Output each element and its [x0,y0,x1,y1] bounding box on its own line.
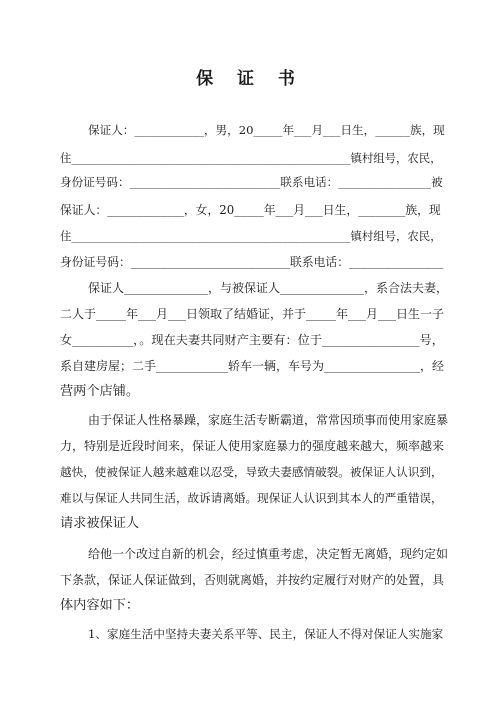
text-line: 二人于_____年___月___日领取了结婚证，并于_____年___月___日生一子 [60,307,445,321]
text-line: 1、家庭生活中坚持夫妻关系平等、民主，保证人不得对保证人实施家 [88,627,444,641]
text-line: 保证人：____________，男，20_____年___月___日生，______族，现 [88,123,445,137]
text-line: 系自建房屋；二手____________轿车一辆，车号为________________，经 [60,359,445,373]
text-line: 住_________________________________________________镇村组号，农民， [60,151,442,165]
text-line: 越快，使被保证人越来越难以忍受，导致夫妻感情破裂。被保证人认识到， [60,465,443,479]
text-line: 由于保证人性格暴躁，家庭生活专断霸道，常常因琐事而使用家庭暴 [88,413,449,427]
text-line: 身份证号码：__________________________联系电话：________________被 [60,175,443,189]
text-line: 下条款，保证人保证做到，否则就离婚，并按约定履行对财产的处置，具 [60,573,445,587]
text-line: 营两个店铺。 [60,384,140,399]
text-line: 体内容如下： [60,598,140,613]
text-line: 力，特别是近段时间来，保证人使用家庭暴力的强度越来越大，频率越来 [60,439,445,453]
text-line: 住_________________________________________________镇村组号，农民， [60,229,442,243]
text-line: 女__________，。现在夫妻共同财产主要有：位于________________号， [60,333,444,347]
text-line: 难以与保证人共同生活，故诉请离婚。现保证人认识到其本人的严重错误， [60,491,443,505]
text-line: 保证人______________，与被保证人______________，系合法夫妻， [88,281,449,295]
text-line: 请求被保证人 [60,516,140,531]
text-line: 保证人：_____________，女，20_____年___月___日生，________族，现 [60,203,441,217]
document-title: 保 证 书 [196,69,304,89]
text-line: 身份证号码：___________________________联系电话：________________ [60,255,444,269]
text-line: 给他一个改过自新的机会，经过慎重考虑，决定暂无离婚，现约定如 [88,547,449,561]
